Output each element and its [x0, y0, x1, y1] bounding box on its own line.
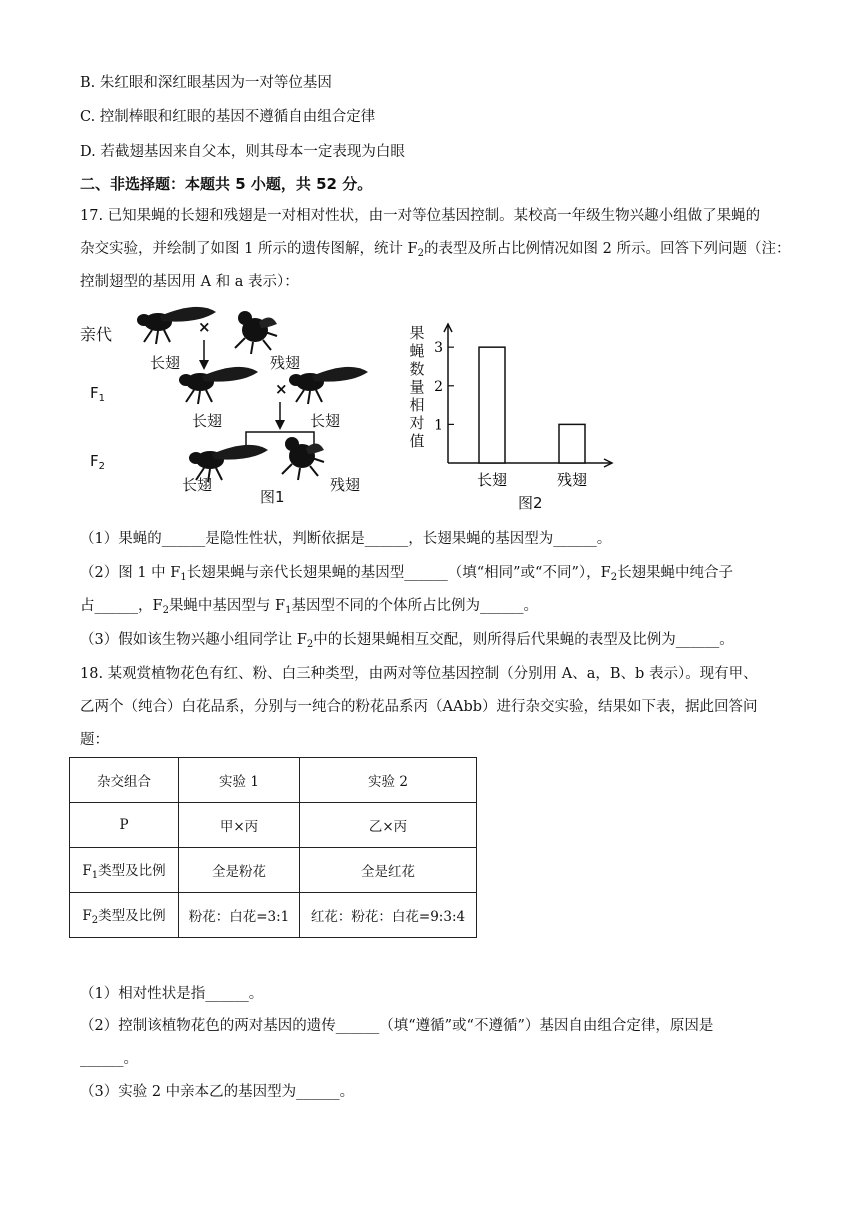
table-cell: P — [70, 803, 179, 848]
table-row — [70, 848, 477, 893]
f1-row-label-sub: 1 — [91, 870, 99, 881]
f1-label-sub: 1 — [98, 393, 106, 404]
table-header-cell: 实验 2 — [300, 758, 477, 803]
option-c: C. 控制棒眼和红眼的基因不遵循自由组合定律 — [80, 109, 376, 125]
section-title: 二、非选择题：本题共 5 小题，共 52 分。 — [80, 175, 373, 193]
q18-sub2: （2）控制该植物花色的两对基因的遗传______（填“遵循”或“不遵循”）基因自由组合定律，原因是 — [80, 1018, 714, 1034]
figure2 — [400, 318, 620, 518]
f1-label — [90, 384, 105, 404]
f1-row-label-b: 类型及比例 — [98, 863, 166, 879]
q17-sub2-a: （2）图 1 中 F — [80, 565, 181, 581]
table-cell: 全是粉花 — [179, 848, 300, 893]
q17-sub2-c: 长翅果蝇中纯合子 — [617, 565, 734, 581]
table-row — [70, 803, 477, 848]
f1-row-label-a: F — [82, 863, 92, 879]
q17-line2 — [80, 239, 790, 264]
table-row — [70, 893, 477, 938]
cross-results-table — [69, 757, 477, 938]
parent-short-wing-fly — [235, 311, 277, 354]
parent-long-label: 长翅 — [150, 354, 181, 372]
figure1-caption: 图1 — [260, 488, 285, 506]
q17-sub2-s1: 1 — [180, 572, 187, 583]
f2-row-label-b: 类型及比例 — [98, 908, 166, 924]
f1-label-main: F — [90, 384, 99, 402]
y-tick-label: 3 — [434, 340, 443, 357]
f1-cross: × — [275, 380, 288, 398]
q18-sub2-line2: ______。 — [80, 1051, 138, 1067]
f1-long-label-left: 长翅 — [192, 412, 223, 430]
figure2-ylabel: 果蝇数量相对值 — [409, 324, 425, 450]
table-cell: 甲×丙 — [179, 803, 300, 848]
q17-line1: 17. 已知果蝇的长翅和残翅是一对相对性状，由一对等位基因控制。某校高一年级生物兴趣小组做了果蝇的 — [80, 208, 761, 224]
f2-label-main: F — [90, 452, 99, 470]
bar-long-wing — [479, 347, 505, 463]
table-cell: 全是红花 — [300, 848, 477, 893]
table-cell — [70, 893, 179, 938]
q17-sub2-line2-c: 基因型不同的个体所占比例为______。 — [291, 598, 538, 614]
f2-long-label: 长翅 — [182, 476, 213, 494]
q17-sub2-line2-b: 果蝇中基因型与 F — [168, 598, 286, 614]
table-header-cell: 杂交组合 — [70, 758, 179, 803]
parent-label: 亲代 — [80, 325, 113, 344]
q17-sub2-line2-s2: 1 — [285, 605, 292, 616]
q17-sub1: （1）果蝇的______是隐性性状，判断依据是______，长翅果蝇的基因型为______。 — [80, 531, 612, 547]
f2-short-wing-fly — [282, 437, 324, 480]
q18-line1: 18. 某观赏植物花色有红、粉、白三种类型，由两对等位基因控制（分别用 A、a，B、b 表示）。现有甲、 — [80, 666, 758, 682]
table-cell: 粉花：白花=3:1 — [179, 893, 300, 938]
q17-sub3-s: 2 — [306, 639, 314, 650]
table-cell: 红花：粉花：白花=9:3:4 — [300, 893, 477, 938]
q17-sub3-b: 中的长翅果蝇相互交配，则所得后代果蝇的表型及比例为______。 — [313, 632, 734, 648]
f2-row-label-a: F — [82, 908, 92, 924]
q18-sub1: （1）相对性状是指______。 — [80, 986, 264, 1002]
f1-long-label-right: 长翅 — [310, 412, 341, 430]
q17-sub2-line2-a: 占______，F — [80, 598, 163, 614]
option-d: D. 若截翅基因来自父本，则其母本一定表现为白眼 — [80, 144, 405, 160]
f1-long-wing-fly-left — [179, 367, 258, 404]
q17-line2-a: 杂交实验，并绘制了如图 1 所示的遗传图解，统计 F — [80, 241, 418, 257]
table-cell: 乙×丙 — [300, 803, 477, 848]
q18-line2: 乙两个（纯合）白花品系，分别与一纯合的粉花品系丙（AAbb）进行杂交实验，结果如下表，据此回答问 — [80, 699, 758, 715]
figure2-caption: 图2 — [518, 494, 543, 512]
f2-label — [90, 452, 105, 472]
q18-line3: 题： — [80, 732, 109, 748]
f2-short-label: 残翅 — [330, 476, 361, 494]
bar-short-wing — [559, 424, 585, 463]
q18-sub3: （3）实验 2 中亲本乙的基因型为______。 — [80, 1084, 355, 1100]
table-row — [70, 758, 477, 803]
option-b: B. 朱红眼和深红眼基因为一对等位基因 — [80, 75, 332, 91]
table-cell — [70, 848, 179, 893]
parent-short-label: 残翅 — [270, 354, 301, 372]
q17-sub2 — [80, 563, 733, 588]
x-tick-label: 残翅 — [556, 471, 588, 489]
parent-cross: × — [198, 318, 211, 336]
q17-line2-b: 的表型及所占比例情况如图 2 所示。回答下列问题（注： — [424, 241, 791, 257]
q17-sub2-line2-s1: 2 — [162, 605, 169, 616]
table-header-cell: 实验 1 — [179, 758, 300, 803]
figure1 — [70, 300, 410, 505]
f1-long-wing-fly-right — [289, 367, 368, 404]
q17-sub3-a: （3）假如该生物兴趣小组同学让 F — [80, 632, 307, 648]
figure2-chart — [400, 318, 620, 518]
q17-sub2-b: 长翅果蝇与亲代长翅果蝇的基因型______（填“相同”或“不同”），F — [186, 565, 611, 581]
x-tick-label: 长翅 — [476, 471, 508, 489]
y-tick-label: 1 — [434, 417, 443, 434]
y-tick-label: 2 — [434, 378, 443, 395]
q17-sub2-s2: 2 — [610, 572, 618, 583]
q17-line3: 控制翅型的基因用 A 和 a 表示）： — [80, 274, 299, 290]
f2-row-label-sub: 2 — [91, 915, 99, 926]
q17-sub2-line2 — [80, 596, 538, 621]
q17-sub3 — [80, 630, 734, 655]
f2-label-sub: 2 — [98, 461, 106, 472]
q17-line2-sub: 2 — [417, 248, 424, 259]
